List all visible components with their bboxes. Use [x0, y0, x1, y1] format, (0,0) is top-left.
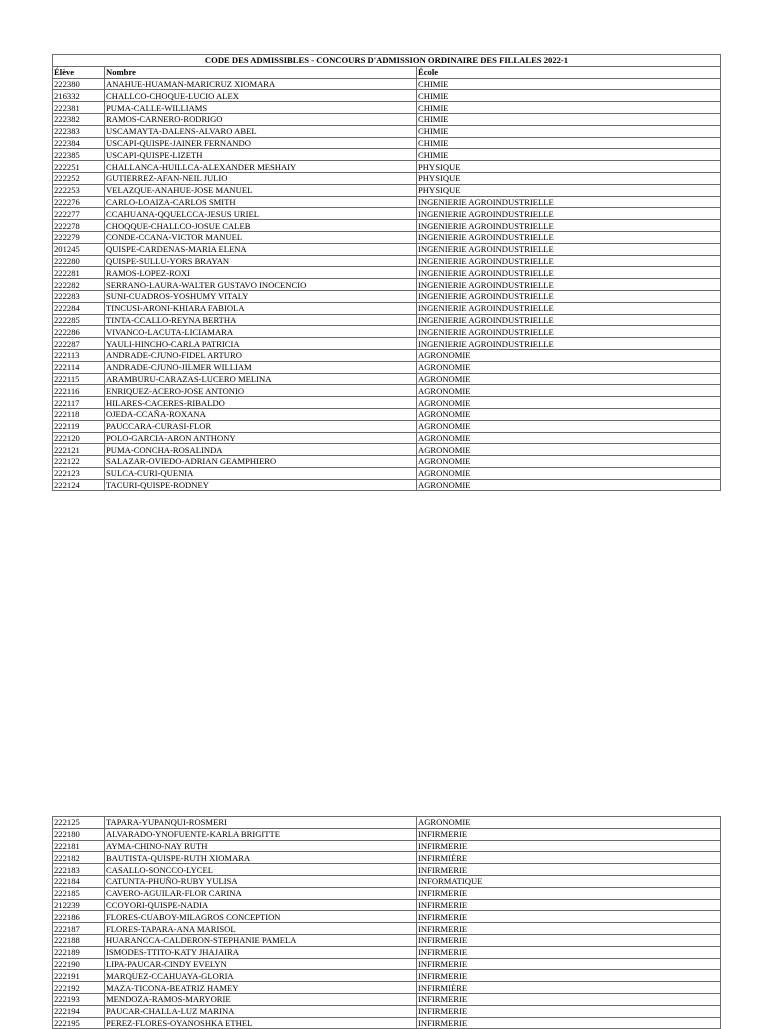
table-row — [53, 970, 721, 982]
table-row — [53, 196, 721, 208]
cell-student-code: 222123 — [53, 467, 105, 479]
cell-student-code: 222192 — [53, 982, 105, 994]
cell-name: AYMA-CHINO-NAY RUTH — [105, 840, 417, 852]
cell-school: INFORMATIQUE — [417, 875, 721, 887]
cell-school: INGENIERIE AGROINDUSTRIELLE — [417, 314, 721, 326]
table-row — [53, 102, 721, 114]
cell-student-code: 222195 — [53, 1017, 105, 1029]
table-row — [53, 149, 721, 161]
cell-student-code: 222385 — [53, 149, 105, 161]
cell-name: POLO-GARCIA-ARON ANTHONY — [105, 432, 417, 444]
cell-school: AGRONOMIE — [417, 817, 721, 829]
cell-school: INGENIERIE AGROINDUSTRIELLE — [417, 279, 721, 291]
cell-school: PHYSIQUE — [417, 161, 721, 173]
table-row — [53, 934, 721, 946]
cell-school: INGENIERIE AGROINDUSTRIELLE — [417, 267, 721, 279]
cell-student-code: 222193 — [53, 993, 105, 1005]
cell-name: USCAPI-QUISPE-LIZETH — [105, 149, 417, 161]
cell-student-code: 222278 — [53, 220, 105, 232]
cell-student-code: 222183 — [53, 864, 105, 876]
cell-student-code: 222383 — [53, 125, 105, 137]
table-row — [53, 864, 721, 876]
cell-student-code: 222281 — [53, 267, 105, 279]
cell-school: INFIRMIÈRE — [417, 852, 721, 864]
cell-school: CHIMIE — [417, 149, 721, 161]
cell-name: BAUTISTA-QUISPE-RUTH XIOMARA — [105, 852, 417, 864]
header-student: Élève — [53, 66, 105, 78]
cell-student-code: 222191 — [53, 970, 105, 982]
title-row — [53, 55, 721, 67]
cell-name: SULCA-CURI-QUENIA — [105, 467, 417, 479]
cell-name: USCAPI-QUISPE-JAINER FERNANDO — [105, 137, 417, 149]
cell-school: INGENIERIE AGROINDUSTRIELLE — [417, 338, 721, 350]
table-row — [53, 420, 721, 432]
cell-student-code: 222382 — [53, 113, 105, 125]
table-row — [53, 302, 721, 314]
table-row — [53, 338, 721, 350]
table-row — [53, 220, 721, 232]
cell-name: QUISPE-SULLU-YORS BRAYAN — [105, 255, 417, 267]
cell-name: ANDRADE-CJUNO-JILMER WILLIAM — [105, 361, 417, 373]
cell-name: SUNI-CUADROS-YOSHUMY VITALY — [105, 290, 417, 302]
cell-name: TAPARA-YUPANQUI-ROSMERI — [105, 817, 417, 829]
table-row — [53, 432, 721, 444]
table-body-page-2 — [53, 817, 721, 1029]
table-row — [53, 137, 721, 149]
cell-student-code: 222182 — [53, 852, 105, 864]
cell-student-code: 222119 — [53, 420, 105, 432]
cell-school: CHIMIE — [417, 125, 721, 137]
cell-student-code: 222188 — [53, 934, 105, 946]
cell-school: CHIMIE — [417, 102, 721, 114]
cell-name: YAULI-HINCHO-CARLA PATRICIA — [105, 338, 417, 350]
cell-school: INGENIERIE AGROINDUSTRIELLE — [417, 196, 721, 208]
cell-school: AGRONOMIE — [417, 444, 721, 456]
cell-school: AGRONOMIE — [417, 373, 721, 385]
cell-school: AGRONOMIE — [417, 361, 721, 373]
table-row — [53, 840, 721, 852]
cell-school: INFIRMERIE — [417, 993, 721, 1005]
cell-name: PAUCCARA-CURASI-FLOR — [105, 420, 417, 432]
table-row — [53, 958, 721, 970]
cell-school: AGRONOMIE — [417, 467, 721, 479]
table-row — [53, 279, 721, 291]
table-row — [53, 326, 721, 338]
cell-name: MAZA-TICONA-BEATRIZ HAMEY — [105, 982, 417, 994]
cell-school: INFIRMERIE — [417, 887, 721, 899]
table-row — [53, 817, 721, 829]
cell-name: PUMA-CALLE-WILLIAMS — [105, 102, 417, 114]
admissibles-table-page-2 — [52, 816, 721, 1029]
cell-school: INGENIERIE AGROINDUSTRIELLE — [417, 231, 721, 243]
table-row — [53, 875, 721, 887]
cell-name: PUMA-CONCHA-ROSALINDA — [105, 444, 417, 456]
table-row — [53, 479, 721, 491]
table-row — [53, 397, 721, 409]
cell-student-code: 222194 — [53, 1005, 105, 1017]
cell-name: USCAMAYTA-DALENS-ALVARO ABEL — [105, 125, 417, 137]
cell-school: AGRONOMIE — [417, 420, 721, 432]
cell-student-code: 222287 — [53, 338, 105, 350]
cell-name: ENRIQUEZ-ACERO-JOSE ANTONIO — [105, 385, 417, 397]
cell-name: VIVANCO-LACUTA-LICIAMARA — [105, 326, 417, 338]
cell-student-code: 222253 — [53, 184, 105, 196]
table-row — [53, 243, 721, 255]
cell-name: CCOYORI-QUISPE-NADIA — [105, 899, 417, 911]
cell-school: INGENIERIE AGROINDUSTRIELLE — [417, 208, 721, 220]
table-row — [53, 267, 721, 279]
header-name: Nombre — [105, 66, 417, 78]
cell-school: INFIRMERIE — [417, 946, 721, 958]
cell-name: FLORES-TAPARA-ANA MARISOL — [105, 923, 417, 935]
table-row — [53, 161, 721, 173]
cell-name: TACURI-QUISPE-RODNEY — [105, 479, 417, 491]
cell-student-code: 222380 — [53, 78, 105, 90]
cell-name: SERRANO-LAURA-WALTER GUSTAVO INOCENCIO — [105, 279, 417, 291]
cell-school: INFIRMERIE — [417, 1005, 721, 1017]
cell-school: CHIMIE — [417, 90, 721, 102]
cell-student-code: 222279 — [53, 231, 105, 243]
cell-name: CHOQQUE-CHALLCO-JOSUE CALEB — [105, 220, 417, 232]
table-row — [53, 231, 721, 243]
cell-school: CHIMIE — [417, 113, 721, 125]
table-row — [53, 172, 721, 184]
cell-student-code: 222276 — [53, 196, 105, 208]
cell-name: CARLO-LOAIZA-CARLOS SMITH — [105, 196, 417, 208]
table-row — [53, 385, 721, 397]
cell-student-code: 222124 — [53, 479, 105, 491]
cell-school: INFIRMERIE — [417, 934, 721, 946]
cell-student-code: 222113 — [53, 349, 105, 361]
cell-name: SALAZAR-OVIEDO-ADRIAN GEAMPHIERO — [105, 456, 417, 468]
cell-school: INFIRMERIE — [417, 923, 721, 935]
cell-student-code: 222381 — [53, 102, 105, 114]
cell-school: INGENIERIE AGROINDUSTRIELLE — [417, 290, 721, 302]
cell-school: INFIRMERIE — [417, 958, 721, 970]
cell-name: FLORES-CUABOY-MILAGROS CONCEPTION — [105, 911, 417, 923]
cell-school: CHIMIE — [417, 137, 721, 149]
cell-school: PHYSIQUE — [417, 172, 721, 184]
table-row — [53, 1017, 721, 1029]
cell-school: INGENIERIE AGROINDUSTRIELLE — [417, 243, 721, 255]
header-row — [53, 66, 721, 78]
cell-student-code: 222283 — [53, 290, 105, 302]
cell-school: INGENIERIE AGROINDUSTRIELLE — [417, 302, 721, 314]
cell-student-code: 222186 — [53, 911, 105, 923]
cell-student-code: 222118 — [53, 408, 105, 420]
cell-student-code: 222120 — [53, 432, 105, 444]
table-row — [53, 467, 721, 479]
cell-name: VELAZQUE-ANAHUE-JOSE MANUEL — [105, 184, 417, 196]
cell-school: INFIRMERIE — [417, 840, 721, 852]
cell-name: PAUCAR-CHALLA-LUZ MARINA — [105, 1005, 417, 1017]
cell-school: AGRONOMIE — [417, 349, 721, 361]
cell-school: CHIMIE — [417, 78, 721, 90]
header-school: École — [417, 66, 721, 78]
cell-student-code: 222285 — [53, 314, 105, 326]
cell-student-code: 222122 — [53, 456, 105, 468]
cell-school: PHYSIQUE — [417, 184, 721, 196]
cell-student-code: 222114 — [53, 361, 105, 373]
admissibles-table-page-1 — [52, 54, 721, 491]
cell-student-code: 222185 — [53, 887, 105, 899]
table-row — [53, 314, 721, 326]
cell-name: GUTIERREZ-AFAN-NEIL JULIO — [105, 172, 417, 184]
table-row — [53, 444, 721, 456]
cell-student-code: 222116 — [53, 385, 105, 397]
cell-school: INFIRMERIE — [417, 828, 721, 840]
table-row — [53, 923, 721, 935]
table-row — [53, 982, 721, 994]
cell-student-code: 222282 — [53, 279, 105, 291]
cell-student-code: 222189 — [53, 946, 105, 958]
cell-name: CASALLO-SONCCO-LYCEL — [105, 864, 417, 876]
cell-student-code: 212239 — [53, 899, 105, 911]
cell-school: INFIRMERIE — [417, 1017, 721, 1029]
cell-school: INFIRMERIE — [417, 864, 721, 876]
cell-student-code: 222187 — [53, 923, 105, 935]
cell-student-code: 222384 — [53, 137, 105, 149]
table-row — [53, 208, 721, 220]
cell-name: CONDE-CCANA-VICTOR MANUEL — [105, 231, 417, 243]
cell-name: HILARES-CACERES-RIBALDO — [105, 397, 417, 409]
cell-student-code: 222284 — [53, 302, 105, 314]
cell-name: ISMODES-TTITO-KATY JHAJAIRA — [105, 946, 417, 958]
table-row — [53, 361, 721, 373]
cell-student-code: 222125 — [53, 817, 105, 829]
cell-school: AGRONOMIE — [417, 397, 721, 409]
cell-school: AGRONOMIE — [417, 432, 721, 444]
cell-student-code: 222190 — [53, 958, 105, 970]
table-row — [53, 125, 721, 137]
cell-student-code: 222251 — [53, 161, 105, 173]
cell-student-code: 222121 — [53, 444, 105, 456]
table-row — [53, 1005, 721, 1017]
cell-name: CAVERO-AGUILAR-FLOR CARINA — [105, 887, 417, 899]
table-row — [53, 90, 721, 102]
table-title: CODE DES ADMISSIBLES - CONCOURS D'ADMISSION ORDINAIRE DES FILLALES 2022-1 — [53, 55, 721, 67]
cell-name: ANAHUE-HUAMAN-MARICRUZ XIOMARA — [105, 78, 417, 90]
cell-student-code: 222286 — [53, 326, 105, 338]
table-body-page-1 — [53, 78, 721, 491]
cell-school: INGENIERIE AGROINDUSTRIELLE — [417, 255, 721, 267]
cell-school: AGRONOMIE — [417, 385, 721, 397]
table-row — [53, 887, 721, 899]
cell-name: CHALLCO-CHOQUE-LUCIO ALEX — [105, 90, 417, 102]
cell-student-code: 201245 — [53, 243, 105, 255]
cell-name: TINTA-CCALLO-REYNA BERTHA — [105, 314, 417, 326]
cell-name: RAMOS-LOPEZ-ROXI — [105, 267, 417, 279]
cell-name: MENDOZA-RAMOS-MARYORIE — [105, 993, 417, 1005]
table-row — [53, 349, 721, 361]
cell-school: INFIRMIÈRE — [417, 982, 721, 994]
cell-student-code: 216332 — [53, 90, 105, 102]
table-row — [53, 78, 721, 90]
cell-student-code: 222277 — [53, 208, 105, 220]
cell-name: CHALLANCA-HUILLCA-ALEXANDER MESHAIY — [105, 161, 417, 173]
cell-student-code: 222280 — [53, 255, 105, 267]
cell-name: OJEDA-CCAÑA-ROXANA — [105, 408, 417, 420]
cell-school: AGRONOMIE — [417, 456, 721, 468]
table-row — [53, 899, 721, 911]
cell-name: RAMOS-CARNERO-RODRIGO — [105, 113, 417, 125]
table-row — [53, 946, 721, 958]
cell-student-code: 222115 — [53, 373, 105, 385]
cell-school: INGENIERIE AGROINDUSTRIELLE — [417, 220, 721, 232]
cell-name: MARQUEZ-CCAHUAYA-GLORIA — [105, 970, 417, 982]
cell-name: ALVARADO-YNOFUENTE-KARLA BRIGITTE — [105, 828, 417, 840]
cell-student-code: 222181 — [53, 840, 105, 852]
table-row — [53, 184, 721, 196]
table-row — [53, 373, 721, 385]
cell-name: ANDRADE-CJUNO-FIDEL ARTURO — [105, 349, 417, 361]
table-row — [53, 255, 721, 267]
cell-student-code: 222184 — [53, 875, 105, 887]
cell-name: LIPA-PAUCAR-CINDY EVELYN — [105, 958, 417, 970]
cell-name: CCAHUANA-QQUELCCA-JESUS URIEL — [105, 208, 417, 220]
cell-school: INFIRMERIE — [417, 911, 721, 923]
cell-school: AGRONOMIE — [417, 479, 721, 491]
cell-name: PEREZ-FLORES-OYANOSHKA ETHEL — [105, 1017, 417, 1029]
cell-name: TINCUSI-ARONI-KHIARA FABIOLA — [105, 302, 417, 314]
cell-school: INFIRMERIE — [417, 970, 721, 982]
cell-school: AGRONOMIE — [417, 408, 721, 420]
cell-school: INGENIERIE AGROINDUSTRIELLE — [417, 326, 721, 338]
cell-name: HUARANCCA-CALDERON-STEPHANIE PAMELA — [105, 934, 417, 946]
cell-student-code: 222252 — [53, 172, 105, 184]
table-row — [53, 408, 721, 420]
table-row — [53, 993, 721, 1005]
cell-name: QUISPE-CARDENAS-MARIA ELENA — [105, 243, 417, 255]
cell-name: ARAMBURU-CARAZAS-LUCERO MELINA — [105, 373, 417, 385]
table-row — [53, 113, 721, 125]
table-row — [53, 456, 721, 468]
table-row — [53, 290, 721, 302]
table-row — [53, 911, 721, 923]
table-row — [53, 852, 721, 864]
cell-student-code: 222180 — [53, 828, 105, 840]
cell-student-code: 222117 — [53, 397, 105, 409]
cell-school: INFIRMERIE — [417, 899, 721, 911]
cell-name: CATUNTA-PHUÑO-RUBY YULISA — [105, 875, 417, 887]
table-row — [53, 828, 721, 840]
